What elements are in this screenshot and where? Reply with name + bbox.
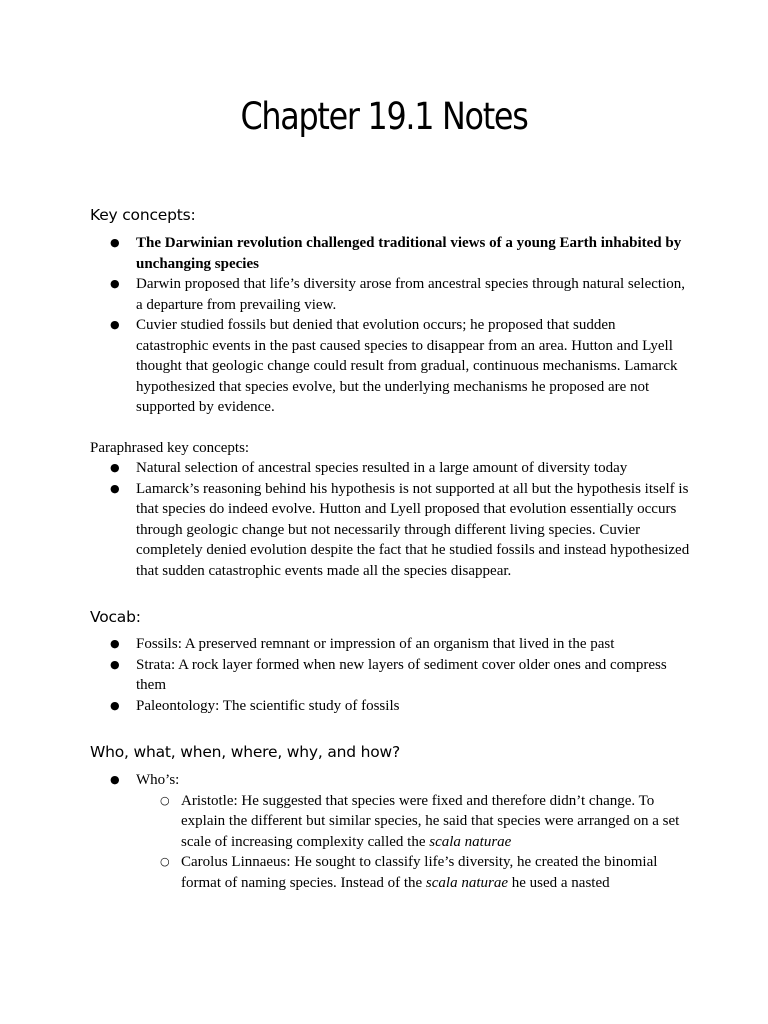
list-item — [90, 233, 690, 274]
paraphrased-list — [90, 458, 690, 581]
paraphrased-text: Lamarck’s reasoning behind his hypothesis is not supported at all but the hypothesis itself is that species do indeed evolve. Hutton and Lyell proposed that evolution essentially occurs through geologic change but not necessarily through different living species. Cuvier completely denied evolution despite the fact that he studied fossils and instead hypothesized that sudden catastrophic events made all the species disappear. — [136, 480, 690, 579]
list-item — [90, 315, 690, 418]
linnaeus-text: Carolus Linnaeus: He sought to classify life’s diversity, he created the binomial format of naming species. Instead of the — [181, 854, 658, 891]
list-item — [90, 458, 690, 479]
circle-bullet-icon: ○ — [160, 793, 170, 807]
scala-naturae-term: scala naturae — [429, 833, 512, 850]
list-item — [90, 479, 690, 582]
whos-label: Who’s: — [136, 772, 180, 788]
aristotle-text: Aristotle: He suggested that species were fixed and therefore didn’t change. To explain the different but similar species, he said that species were arranged on a set scale of increasing complexity called the — [181, 792, 680, 850]
list-item — [136, 852, 690, 893]
key-concept-text: Darwin proposed that life’s diversity arose from ancestral species through natural selection, a departure from prevailing view. — [136, 276, 685, 313]
page-title: Chapter 19.1 Notes — [240, 95, 528, 138]
key-concepts-heading: Key concepts: — [90, 206, 196, 224]
list-item — [90, 655, 690, 696]
vocab-heading: Vocab: — [90, 608, 141, 626]
five-w-list — [90, 770, 690, 893]
list-item — [90, 634, 690, 655]
key-concept-text: The Darwinian revolution challenged traditional views of a young Earth inhabited by unchanging species — [136, 235, 682, 272]
key-concepts-list — [90, 233, 690, 418]
bullet-icon: ● — [110, 698, 120, 712]
vocab-list — [90, 634, 690, 716]
key-concept-text: Cuvier studied fossils but denied that evolution occurs; he proposed that sudden catastrophic events in the past caused species to disappear from an area. Hutton and Lyell thought that geologic change could result from gradual, continuous mechanisms. Lamarck hypothesized that species evolve, but the underlying mechanisms he proposed are not supported by evidence. — [136, 317, 678, 415]
bullet-icon: ● — [110, 277, 120, 290]
vocab-text: Paleontology: The scientific study of fossils — [136, 697, 400, 714]
list-item — [136, 791, 690, 853]
linnaeus-text-end: he used a nasted — [508, 874, 610, 891]
list-item — [90, 696, 690, 717]
bullet-icon: ● — [110, 236, 120, 249]
circle-bullet-icon: ○ — [160, 855, 170, 868]
whos-sublist — [136, 791, 690, 894]
bullet-icon: ● — [110, 773, 120, 786]
list-item — [90, 274, 690, 315]
list-item — [90, 770, 690, 893]
bullet-icon: ● — [110, 637, 120, 650]
scala-naturae-term: scala naturae — [425, 874, 508, 891]
bullet-icon: ● — [110, 461, 120, 474]
bullet-icon: ● — [110, 657, 120, 671]
bullet-icon: ● — [110, 481, 120, 495]
paraphrased-heading: Paraphrased key concepts: — [90, 440, 250, 456]
paraphrased-text: Natural selection of ancestral species resulted in a large amount of diversity today — [136, 460, 628, 476]
vocab-text: Strata: A rock layer formed when new layers of sediment cover older ones and compress them — [136, 656, 667, 693]
vocab-text: Fossils: A preserved remnant or impression of an organism that lived in the past — [136, 636, 615, 652]
five-w-heading: Who, what, when, where, why, and how? — [90, 743, 401, 761]
bullet-icon: ● — [110, 318, 120, 331]
